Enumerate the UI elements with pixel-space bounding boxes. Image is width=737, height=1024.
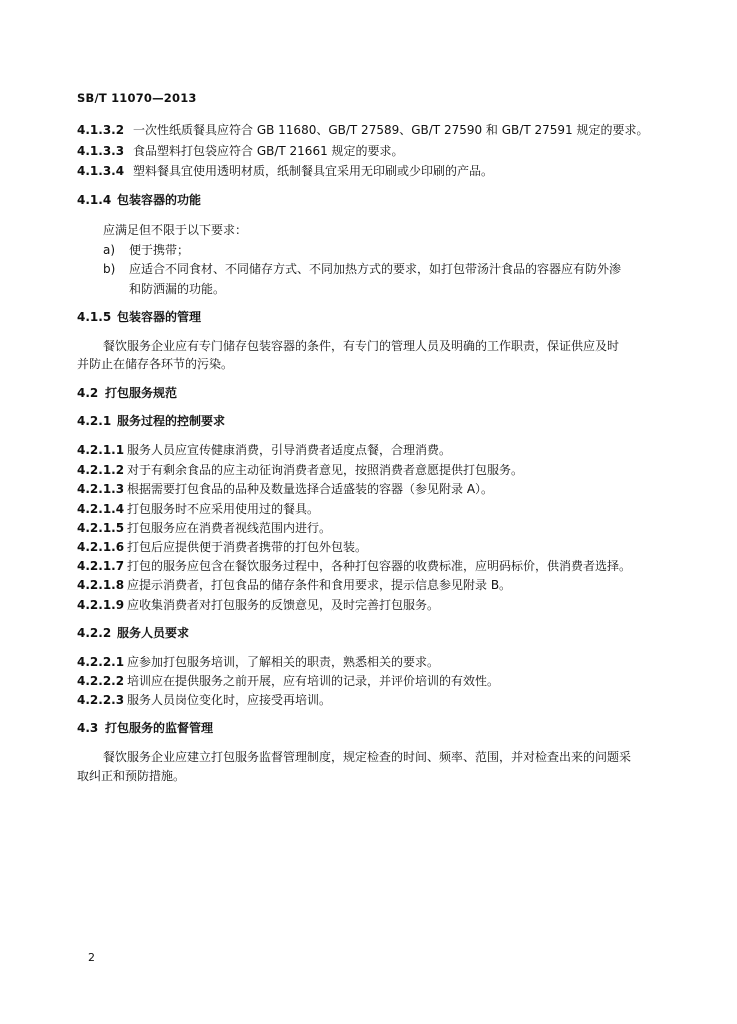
clause-4-2-2-3 xyxy=(77,693,331,707)
clause-4-1-3-4 xyxy=(77,164,493,178)
clause-text: 应提示消费者，打包食品的储存条件和食用要求，提示信息参见附录 B。 xyxy=(127,578,512,592)
clause-text: 服务人员岗位变化时，应接受再培训。 xyxy=(127,693,332,707)
section-number: 4.1.5 xyxy=(77,310,112,324)
clause-number: 4.2.1.4 xyxy=(77,502,125,516)
clause-text: 打包服务时不应采用使用过的餐具。 xyxy=(127,502,320,516)
clause-number: 4.2.2.3 xyxy=(77,693,125,707)
section-4-2-2-heading xyxy=(77,626,189,640)
clause-text: 打包后应提供便于消费者携带的打包外包装。 xyxy=(127,540,368,554)
list-item-b xyxy=(103,262,621,276)
clause-text: 服务人员应宣传健康消费，引导消费者适度点餐，合理消费。 xyxy=(127,443,452,457)
clause-text: 打包服务应在消费者视线范围内进行。 xyxy=(127,521,332,535)
section-4-3-heading xyxy=(77,721,213,735)
clause-4-2-1-3 xyxy=(77,482,493,496)
clause-4-2-1-8 xyxy=(77,578,511,592)
section-title: 服务人员要求 xyxy=(117,626,190,640)
clause-text: 对于有剩余食品的应主动征询消费者意见，按照消费者意愿提供打包服务。 xyxy=(127,463,524,477)
clause-number: 4.2.2.2 xyxy=(77,674,125,688)
clause-4-2-1-9 xyxy=(77,598,439,612)
clause-number: 4.2.1.8 xyxy=(77,578,125,592)
clause-number: 4.2.1.5 xyxy=(77,521,125,535)
clause-number: 4.2.1.2 xyxy=(77,463,125,477)
list-item-b-continuation: 和防洒漏的功能。 xyxy=(129,282,226,296)
clause-text: 培训应在提供服务之前开展，应有培训的记录，并评价培训的有效性。 xyxy=(127,674,500,688)
list-item-text: 便于携带； xyxy=(129,243,190,257)
section-number: 4.2.1 xyxy=(77,414,112,428)
paragraph-line: 取纠正和预防措施。 xyxy=(77,769,186,783)
section-title: 包装容器的管理 xyxy=(117,310,202,324)
clause-4-2-1-4 xyxy=(77,502,319,516)
clause-number: 4.1.3.3 xyxy=(77,144,125,158)
clause-text: 应收集消费者对打包服务的反馈意见，及时完善打包服务。 xyxy=(127,598,440,612)
clause-4-2-1-2 xyxy=(77,463,523,477)
clause-number: 4.2.1.1 xyxy=(77,443,125,457)
standard-code-header: SB/T 11070—2013 xyxy=(77,91,197,105)
clause-number: 4.1.3.4 xyxy=(77,164,125,178)
paragraph-line: 并防止在储存各环节的污染。 xyxy=(77,357,234,371)
section-title: 服务过程的控制要求 xyxy=(117,414,226,428)
paragraph-line: 餐饮服务企业应建立打包服务监督管理制度，规定检查的时间、频率、范围，并对检查出来的问题采 xyxy=(103,750,632,764)
clause-number: 4.2.1.9 xyxy=(77,598,125,612)
clause-4-2-1-1 xyxy=(77,443,451,457)
list-marker: b) xyxy=(103,262,116,276)
list-item-a xyxy=(103,243,189,257)
section-4-1-4-heading xyxy=(77,193,201,207)
clause-number: 4.2.1.6 xyxy=(77,540,125,554)
section-number: 4.2.2 xyxy=(77,626,112,640)
clause-4-1-3-3 xyxy=(77,144,404,158)
clause-text: 应参加打包服务培训，了解相关的职责，熟悉相关的要求。 xyxy=(127,655,440,669)
clause-4-2-1-7 xyxy=(77,559,631,573)
section-4-2-heading xyxy=(77,386,177,400)
section-4-1-5-heading xyxy=(77,310,201,324)
section-number: 4.2 xyxy=(77,386,99,400)
clause-4-1-3-2 xyxy=(77,123,648,137)
clause-number: 4.2.1.3 xyxy=(77,482,125,496)
page-number: 2 xyxy=(88,951,95,964)
paragraph-line: 餐饮服务企业应有专门储存包装容器的条件，有专门的管理人员及明确的工作职责，保证供应及时 xyxy=(103,339,620,353)
clause-text: 食品塑料打包袋应符合 GB/T 21661 规定的要求。 xyxy=(133,144,404,158)
clause-4-2-1-6 xyxy=(77,540,367,554)
clause-number: 4.2.1.7 xyxy=(77,559,125,573)
clause-4-2-2-1 xyxy=(77,655,439,669)
clause-text: 塑料餐具宜使用透明材质，纸制餐具宜采用无印刷或少印刷的产品。 xyxy=(133,164,494,178)
clause-number: 4.2.2.1 xyxy=(77,655,125,669)
clause-text: 一次性纸质餐具应符合 GB 11680、GB/T 27589、GB/T 27590 和 GB/T 27591 规定的要求。 xyxy=(133,123,649,137)
section-number: 4.1.4 xyxy=(77,193,112,207)
section-title: 打包服务的监督管理 xyxy=(105,721,214,735)
clause-text: 根据需要打包食品的品种及数量选择合适盛装的容器（参见附录 A）。 xyxy=(127,482,494,496)
section-number: 4.3 xyxy=(77,721,99,735)
section-title: 包装容器的功能 xyxy=(117,193,202,207)
list-intro: 应满足但不限于以下要求： xyxy=(103,223,248,237)
clause-4-2-1-5 xyxy=(77,521,331,535)
list-item-text: 应适合不同食材、不同储存方式、不同加热方式的要求，如打包带汤汁食品的容器应有防外渗 xyxy=(129,262,622,276)
clause-text: 打包的服务应包含在餐饮服务过程中，各种打包容器的收费标准，应明码标价，供消费者选择。 xyxy=(127,559,632,573)
section-4-2-1-heading xyxy=(77,414,225,428)
list-marker: a) xyxy=(103,243,116,257)
section-title: 打包服务规范 xyxy=(105,386,178,400)
clause-4-2-2-2 xyxy=(77,674,499,688)
clause-number: 4.1.3.2 xyxy=(77,123,125,137)
